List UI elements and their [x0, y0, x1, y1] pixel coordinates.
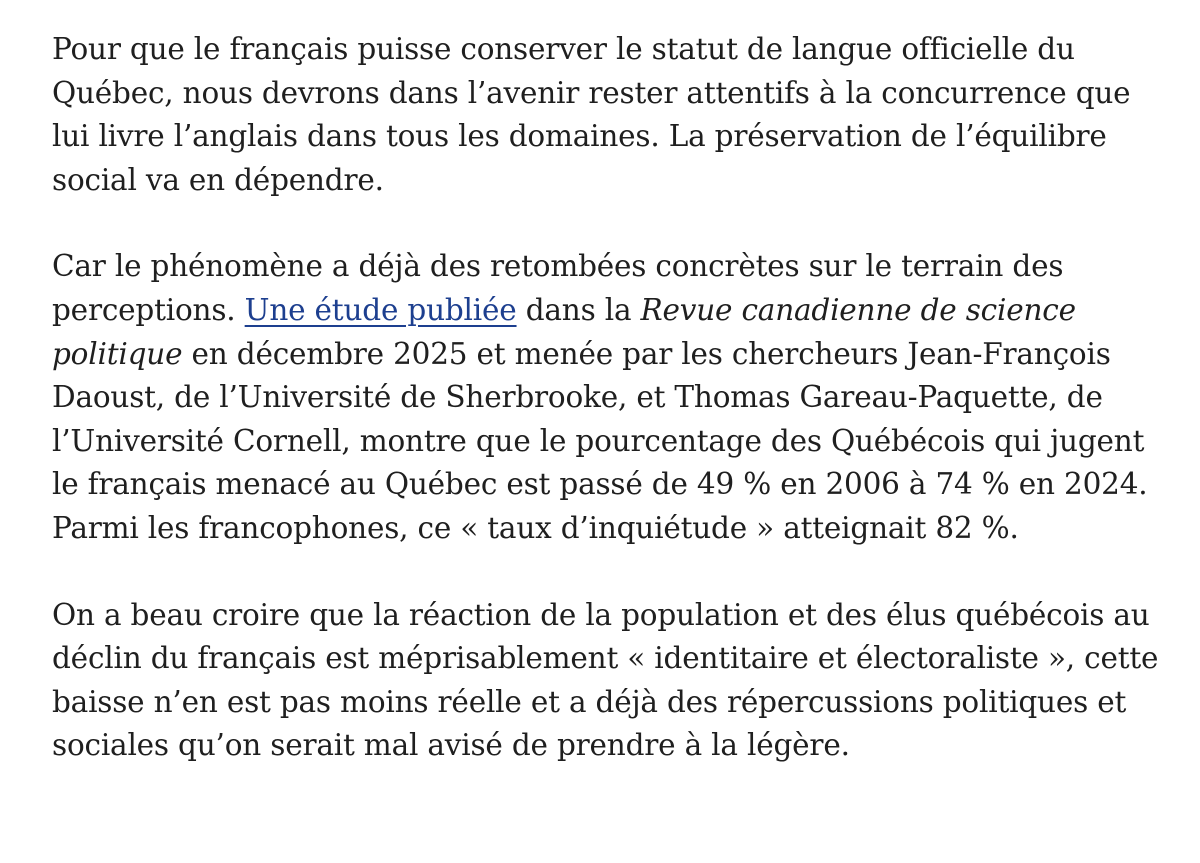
article-body: [52, 28, 1162, 811]
study-link[interactable]: Une étude publiée: [244, 292, 517, 327]
paragraph-2-intro: Car le phénomène a déjà des retombées concrètes sur le terrain des perceptions.: [52, 249, 1064, 327]
paragraph-3-text: On a beau croire que la réaction de la population et des élus québécois au déclin du français est méprisablement « identitaire et électoraliste », cette baisse n’en est pas moins réelle et a déjà des répercussions politiques et sociales qu’on serait mal avisé de prendre à la légère.: [52, 597, 1159, 763]
paragraph-1-text: Pour que le français puisse conserver le statut de langue officielle du Québec, nous devrons dans l’avenir rester attentifs à la concurrence que lui livre l’anglais dans tous les domaines. La préservation de l’équilibre social va en dépendre.: [52, 32, 1131, 197]
paragraph-2-rest: en décembre 2025 et menée par les chercheurs Jean-François Daoust, de l’Université de Sherbrooke, et Thomas Gareau-Paquette, de l’Université Cornell, montre que le pourcentage des Québécois qui jugent le français menacé au Québec est passé de 49 % en 2006 à 74 % en 2024. Parmi les francophones, ce « taux d’inquiétude » atteignait 82 %.: [52, 336, 1148, 545]
paragraph-2-before-journal: dans la: [516, 292, 641, 327]
paragraph-1: [52, 28, 1162, 202]
paragraph-3: [52, 594, 1162, 768]
paragraph-2: [52, 245, 1162, 550]
journal-title: Revue canadienne de science politique: [52, 292, 1076, 371]
